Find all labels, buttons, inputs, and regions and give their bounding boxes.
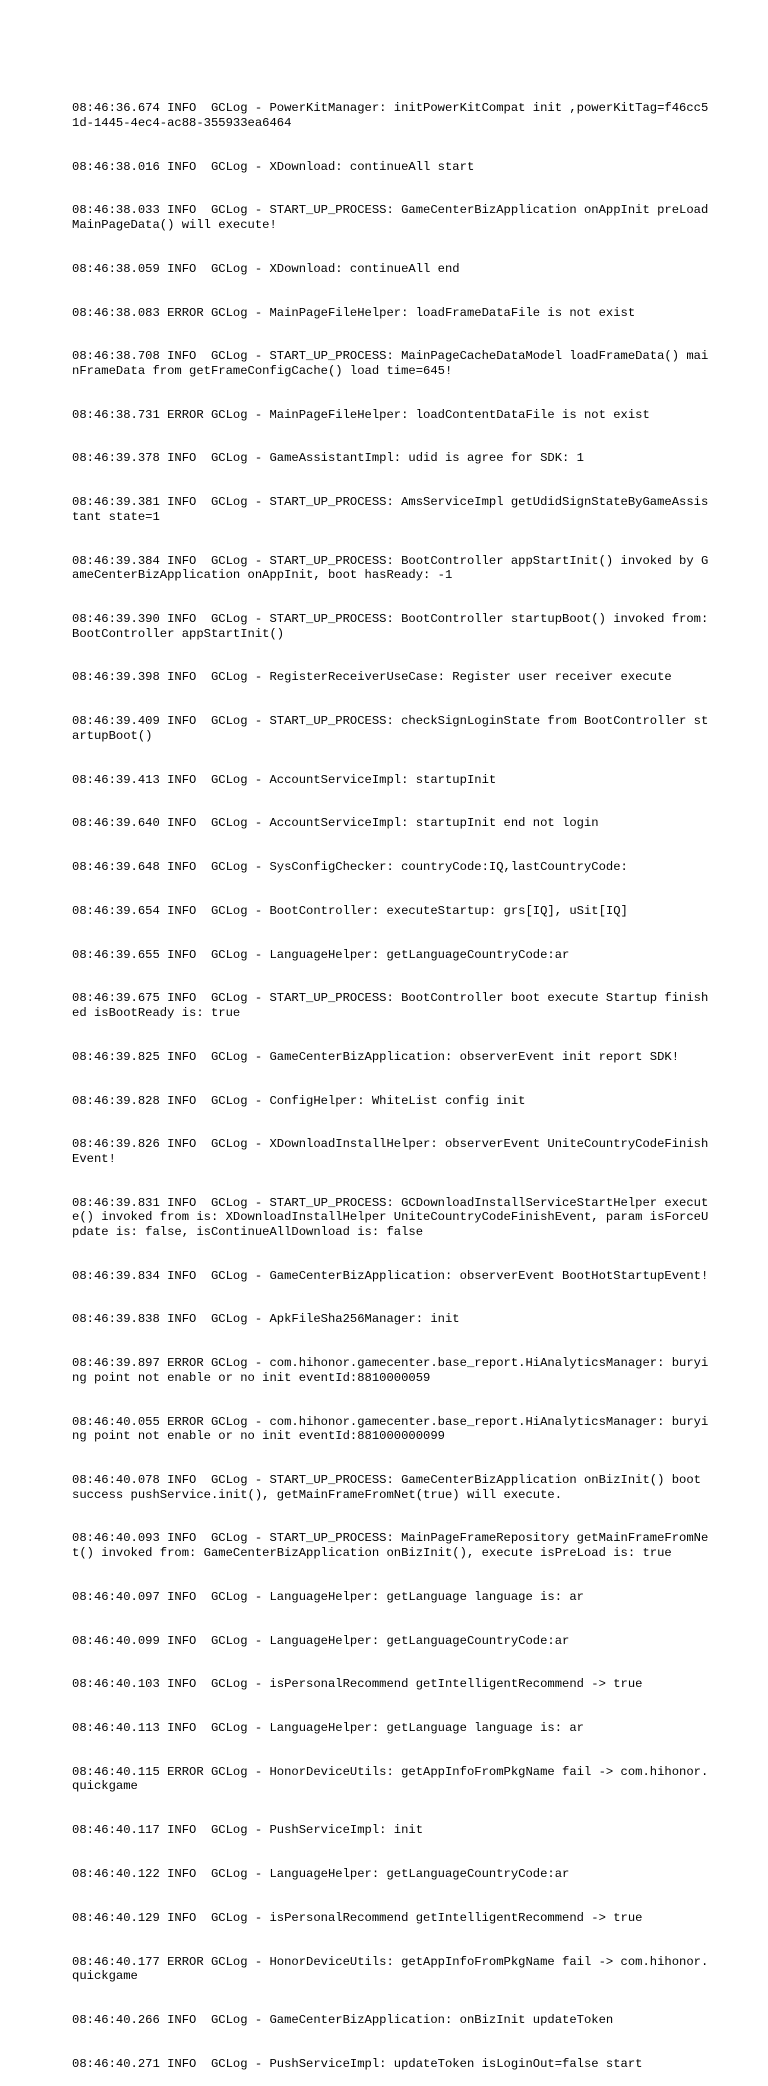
log-line: 08:46:39.654 INFO GCLog - BootController: executeStartup: grs[IQ], uSit[IQ]	[72, 903, 628, 918]
log-line: 08:46:39.831 INFO GCLog - START_UP_PROCESS: GCDownloadInstallServiceStartHelper execute() invoked from is: XDownloadInstallHelper UniteCountryCodeFinishEvent, param isForceUpdate is: false, isContinueAllDownload is: false	[72, 1195, 709, 1239]
log-line: 08:46:39.398 INFO GCLog - RegisterReceiverUseCase: Register user receiver execute	[72, 670, 672, 685]
log-line: 08:46:39.826 INFO GCLog - XDownloadInstallHelper: observerEvent UniteCountryCodeFinishEvent!	[72, 1137, 709, 1166]
log-line: 08:46:36.674 INFO GCLog - PowerKitManager: initPowerKitCompat init ,powerKitTag=f46cc51d-1445-4ec4-ac88-355933ea6464	[72, 101, 709, 130]
log-line: 08:46:40.078 INFO GCLog - START_UP_PROCESS: GameCenterBizApplication onBizInit() boot success pushService.init(), getMainFrameFromNet(true) will execute.	[72, 1473, 709, 1502]
log-line: 08:46:40.103 INFO GCLog - isPersonalRecommend getIntelligentRecommend -> true	[72, 1677, 643, 1692]
log-line: 08:46:39.825 INFO GCLog - GameCenterBizApplication: observerEvent init report SDK!	[72, 1049, 680, 1064]
log-line: 08:46:40.177 ERROR GCLog - HonorDeviceUtils: getAppInfoFromPkgName fail -> com.hihonor.quickgame	[72, 1954, 709, 1984]
log-line: 08:46:39.648 INFO GCLog - SysConfigChecker: countryCode:IQ,lastCountryCode:	[72, 860, 628, 875]
log-line: 08:46:39.378 INFO GCLog - GameAssistantImpl: udid is agree for SDK: 1	[72, 451, 584, 466]
log-line: 08:46:39.413 INFO GCLog - AccountServiceImpl: startupInit	[72, 772, 497, 787]
log-line: 08:46:40.271 INFO GCLog - PushServiceImpl: updateToken isLoginOut=false start	[72, 2056, 643, 2071]
log-line: 08:46:40.115 ERROR GCLog - HonorDeviceUtils: getAppInfoFromPkgName fail -> com.hihonor.quickgame	[72, 1764, 709, 1794]
log-line: 08:46:39.675 INFO GCLog - START_UP_PROCESS: BootController boot execute Startup finished isBootReady is: true	[72, 991, 709, 1020]
log-line: 08:46:39.384 INFO GCLog - START_UP_PROCESS: BootController appStartInit() invoked by GameCenterBizApplication onAppInit, boot hasReady: -1	[72, 553, 709, 583]
log-line: 08:46:38.033 INFO GCLog - START_UP_PROCESS: GameCenterBizApplication onAppInit preLoadMainPageData() will execute!	[72, 203, 709, 232]
log-line: 08:46:38.016 INFO GCLog - XDownload: continueAll start	[72, 159, 475, 174]
log-line: 08:46:40.266 INFO GCLog - GameCenterBizApplication: onBizInit updateToken	[72, 2012, 614, 2027]
log-line: 08:46:40.122 INFO GCLog - LanguageHelper: getLanguageCountryCode:ar	[72, 1867, 570, 1882]
log-line: 08:46:39.640 INFO GCLog - AccountServiceImpl: startupInit end not login	[72, 816, 599, 831]
log-line: 08:46:40.093 INFO GCLog - START_UP_PROCESS: MainPageFrameRepository getMainFrameFromNet() invoked from: GameCenterBizApplication onBizInit(), execute isPreLoad is: true	[72, 1531, 709, 1560]
log-line: 08:46:39.897 ERROR GCLog - com.hihonor.gamecenter.base_report.HiAnalyticsManager: burying point not enable or no init eventId:8810000059	[72, 1356, 709, 1385]
log-line: 08:46:40.055 ERROR GCLog - com.hihonor.gamecenter.base_report.HiAnalyticsManager: burying point not enable or no init eventId:881000000099	[72, 1414, 709, 1444]
log-line: 08:46:40.113 INFO GCLog - LanguageHelper: getLanguage language is: ar	[72, 1721, 584, 1736]
log-line: 08:46:39.828 INFO GCLog - ConfigHelper: WhiteList config init	[72, 1093, 526, 1108]
log-line: 08:46:40.117 INFO GCLog - PushServiceImpl: init	[72, 1823, 424, 1838]
log-line: 08:46:39.655 INFO GCLog - LanguageHelper: getLanguageCountryCode:ar	[72, 947, 570, 962]
log-document	[72, 72, 716, 2086]
log-line: 08:46:38.083 ERROR GCLog - MainPageFileHelper: loadFrameDataFile is not exist	[72, 305, 636, 320]
log-line: 08:46:39.838 INFO GCLog - ApkFileSha256Manager: init	[72, 1312, 460, 1327]
log-line: 08:46:39.381 INFO GCLog - START_UP_PROCESS: AmsServiceImpl getUdidSignStateByGameAssistant state=1	[72, 495, 709, 524]
log-line: 08:46:39.390 INFO GCLog - START_UP_PROCESS: BootController startupBoot() invoked from: BootController appStartInit()	[72, 611, 716, 641]
log-line: 08:46:40.097 INFO GCLog - LanguageHelper: getLanguage language is: ar	[72, 1589, 584, 1604]
log-line: 08:46:38.731 ERROR GCLog - MainPageFileHelper: loadContentDataFile is not exist	[72, 407, 650, 422]
log-line: 08:46:39.409 INFO GCLog - START_UP_PROCESS: checkSignLoginState from BootController startupBoot()	[72, 714, 709, 743]
log-line: 08:46:38.708 INFO GCLog - START_UP_PROCESS: MainPageCacheDataModel loadFrameData() mainFrameData from getFrameConfigCache() load time=645!	[72, 349, 709, 378]
log-line: 08:46:39.834 INFO GCLog - GameCenterBizApplication: observerEvent BootHotStartupEvent!	[72, 1268, 709, 1283]
log-line: 08:46:40.129 INFO GCLog - isPersonalRecommend getIntelligentRecommend -> true	[72, 1910, 643, 1925]
log-line: 08:46:38.059 INFO GCLog - XDownload: continueAll end	[72, 261, 460, 276]
log-line: 08:46:40.099 INFO GCLog - LanguageHelper: getLanguageCountryCode:ar	[72, 1633, 570, 1648]
